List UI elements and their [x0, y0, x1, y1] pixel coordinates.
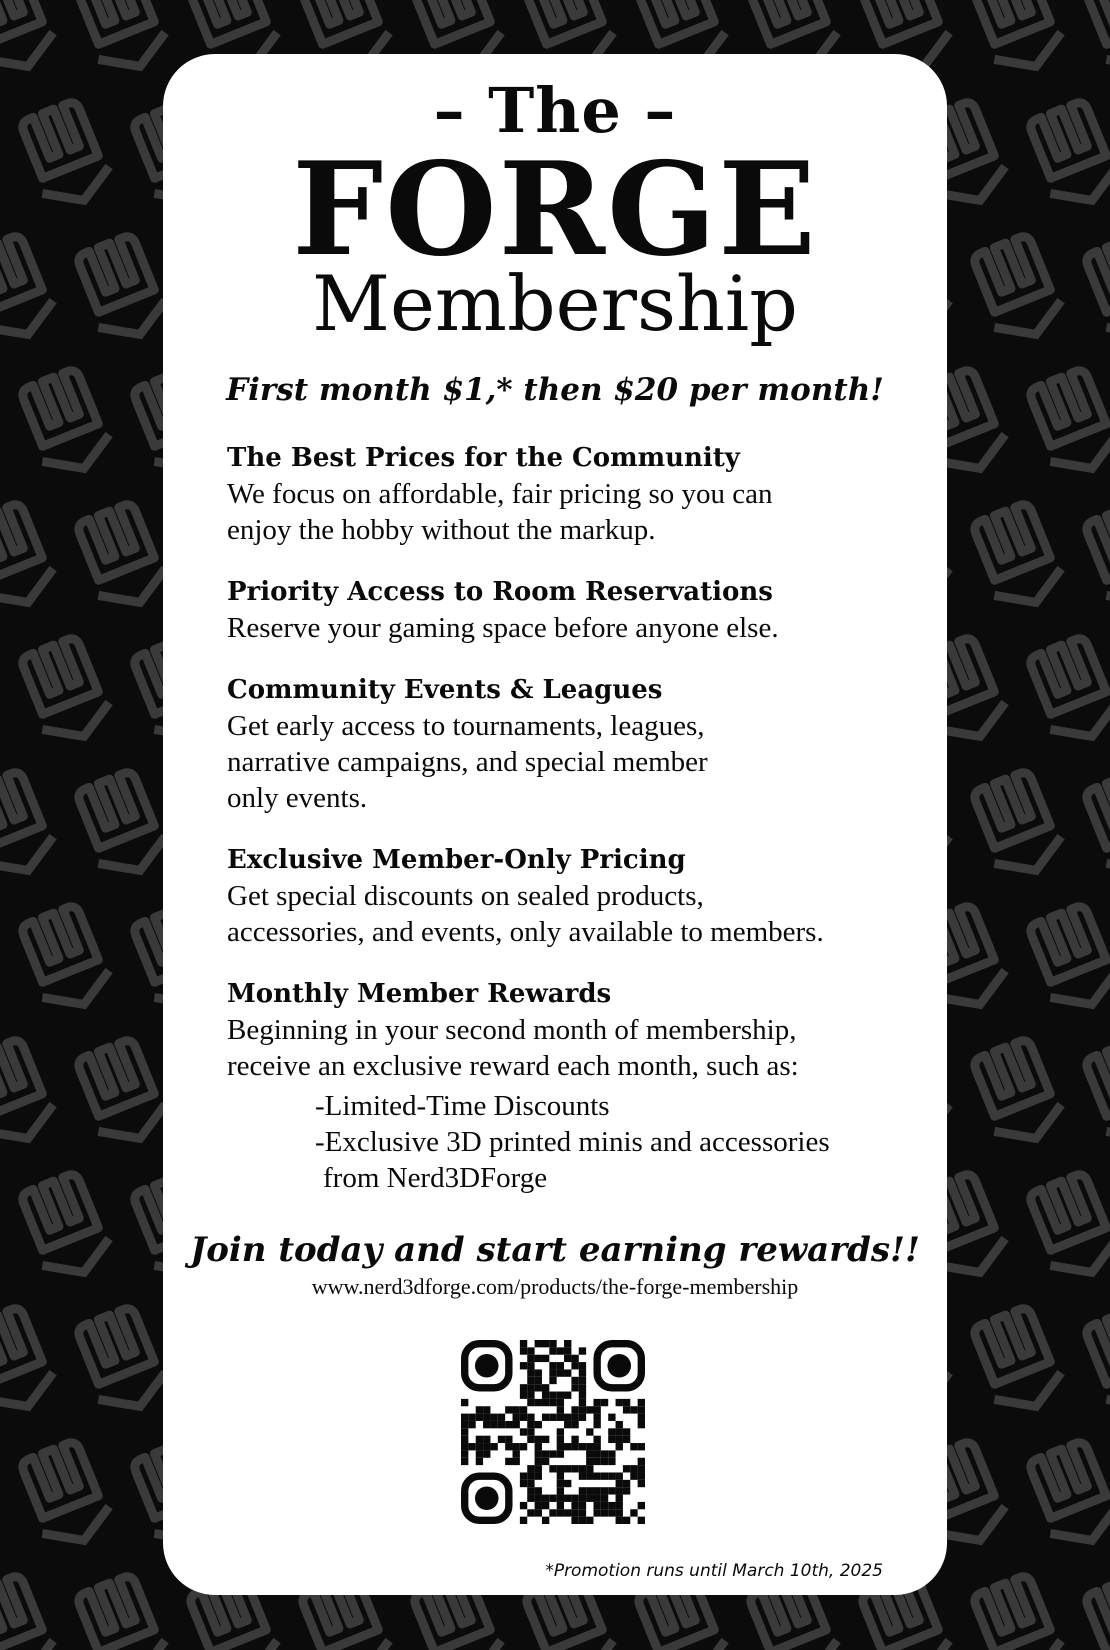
benefit-exclusive-pricing — [227, 842, 927, 950]
benefit-description: Get early access to tournaments, leagues, narrative campaigns, and special member only events. — [227, 710, 708, 814]
forge-logo-pattern-icon — [71, 1036, 174, 1152]
forge-logo-pattern-icon — [71, 0, 174, 80]
forge-logo-pattern-icon — [71, 768, 174, 884]
forge-logo-pattern-icon — [1023, 1438, 1110, 1554]
forge-logo-pattern-icon — [0, 1572, 61, 1650]
reward-examples — [315, 1088, 927, 1196]
forge-logo-pattern-icon — [1023, 366, 1110, 482]
forge-logo-pattern-icon — [71, 1572, 174, 1650]
benefit-description: Get special discounts on sealed products, accessories, and events, only available to members. — [227, 880, 824, 948]
benefit-description: Reserve your gaming space before anyone else. — [227, 612, 779, 644]
forge-logo-pattern-icon — [967, 768, 1070, 884]
forge-logo-pattern-icon — [0, 500, 61, 616]
benefit-best-prices — [227, 440, 927, 548]
benefit-title: Monthly Member Rewards — [227, 979, 612, 1009]
forge-logo-pattern-icon — [71, 500, 174, 616]
forge-logo-pattern-icon — [1023, 634, 1110, 750]
reward-item-continuation: from Nerd3DForge — [323, 1162, 548, 1194]
title-the: – The – — [433, 74, 677, 147]
forge-logo-pattern-icon — [71, 1304, 174, 1420]
forge-logo-pattern-icon — [967, 232, 1070, 348]
title-membership: Membership — [312, 259, 798, 348]
promo-note: *Promotion runs until March 10th, 2025 — [545, 1561, 883, 1581]
benefit-description: Beginning in your second month of membership, receive an exclusive reward each month, such as: — [227, 1014, 799, 1082]
forge-logo-pattern-icon — [1079, 1572, 1110, 1650]
forge-logo-pattern-icon — [0, 1304, 61, 1420]
forge-logo-pattern-icon — [71, 232, 174, 348]
benefit-description: We focus on affordable, fair pricing so you can enjoy the hobby without the markup. — [227, 478, 773, 546]
benefit-priority-access — [227, 574, 927, 646]
forge-logo-pattern-icon — [0, 0, 61, 80]
forge-logo-pattern-icon — [1023, 1170, 1110, 1286]
benefit-title: The Best Prices for the Community — [227, 443, 740, 473]
forge-logo-pattern-icon — [15, 902, 118, 1018]
forge-logo-pattern-icon — [1079, 1304, 1110, 1420]
reward-item: -Exclusive 3D printed minis and accessories — [315, 1126, 830, 1158]
forge-logo-pattern-icon — [967, 500, 1070, 616]
forge-logo-pattern-icon — [967, 1304, 1070, 1420]
forge-logo-pattern-icon — [15, 1170, 118, 1286]
price-line: First month $1,* then $20 per month! — [226, 372, 884, 408]
forge-logo-pattern-icon — [1079, 1036, 1110, 1152]
forge-logo-pattern-icon — [15, 98, 118, 214]
benefit-monthly-rewards — [227, 976, 927, 1196]
forge-logo-pattern-icon — [1023, 902, 1110, 1018]
forge-logo-pattern-icon — [1079, 0, 1110, 80]
title-forge: FORGE — [292, 135, 818, 285]
forge-logo-pattern-icon — [0, 232, 61, 348]
forge-logo-pattern-icon — [15, 634, 118, 750]
benefit-title: Exclusive Member-Only Pricing — [227, 845, 686, 875]
forge-logo-pattern-icon — [0, 1036, 61, 1152]
forge-logo-pattern-icon — [1023, 98, 1110, 214]
forge-logo-pattern-icon — [967, 1572, 1070, 1650]
qr-code-icon[interactable] — [461, 1340, 645, 1524]
forge-logo-pattern-icon — [1079, 500, 1110, 616]
membership-url[interactable]: www.nerd3dforge.com/products/the-forge-membership — [311, 1274, 799, 1299]
benefit-title: Priority Access to Room Reservations — [227, 577, 773, 607]
benefit-community-events — [227, 672, 927, 816]
membership-card — [163, 54, 947, 1595]
forge-logo-pattern-icon — [15, 366, 118, 482]
forge-logo-pattern-icon — [0, 768, 61, 884]
benefits-list — [227, 440, 927, 1222]
forge-logo-pattern-icon — [1079, 768, 1110, 884]
benefit-title: Community Events & Leagues — [227, 675, 663, 705]
forge-logo-pattern-icon — [967, 1036, 1070, 1152]
forge-logo-pattern-icon — [967, 0, 1070, 80]
call-to-action: Join today and start earning rewards!! — [190, 1230, 920, 1270]
reward-item: -Limited-Time Discounts — [315, 1090, 610, 1122]
forge-logo-pattern-icon — [1079, 232, 1110, 348]
forge-logo-pattern-icon — [15, 1438, 118, 1554]
